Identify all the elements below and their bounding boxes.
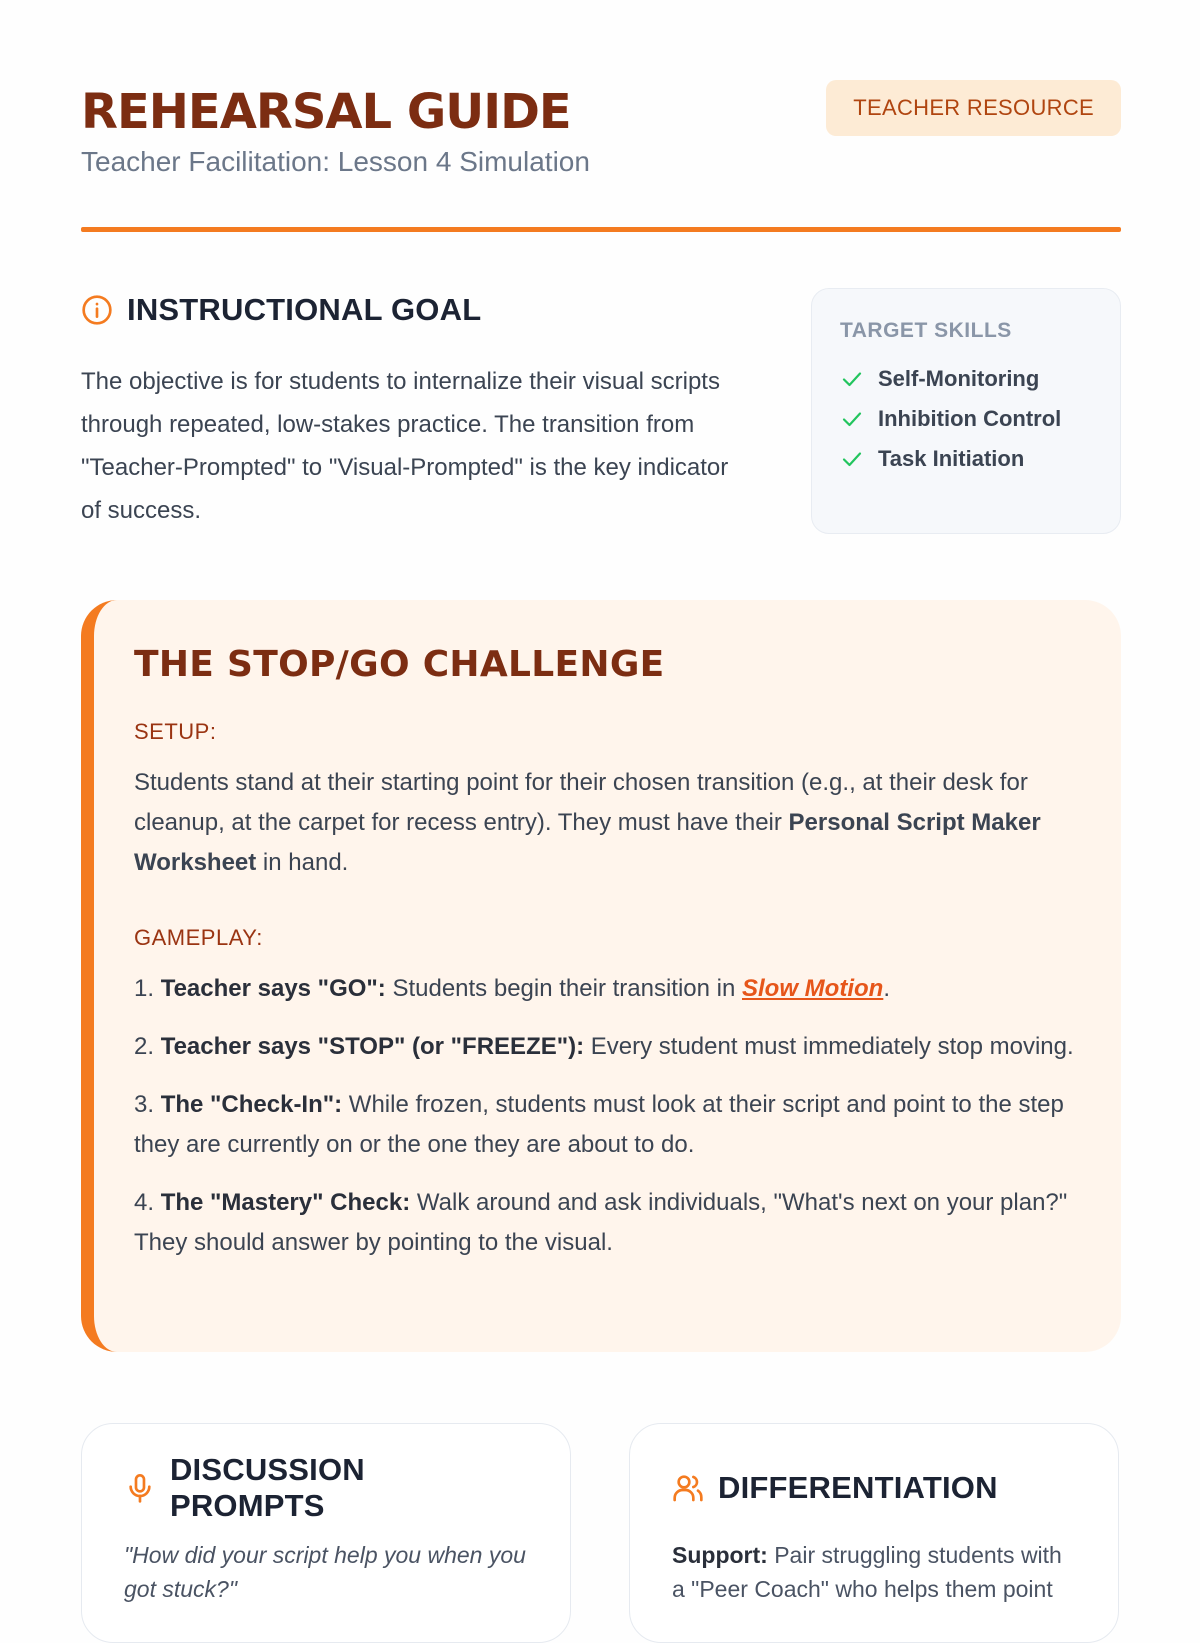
teacher-resource-badge: TEACHER RESOURCE bbox=[826, 80, 1121, 136]
step-heading: The "Check-In": bbox=[160, 1091, 343, 1118]
gameplay-step bbox=[134, 969, 1079, 1009]
step-text: Every student must immediately stop moving. bbox=[584, 1033, 1074, 1060]
skill-label: Self-Monitoring bbox=[878, 366, 1040, 391]
slow-motion-link[interactable]: Slow Motion bbox=[742, 975, 884, 1002]
gameplay-step bbox=[134, 1085, 1079, 1165]
discussion-prompt-text: "How did your script help you when you got stuck?" bbox=[124, 1542, 526, 1602]
worksheet-name: Personal Script Maker Worksheet bbox=[134, 809, 1041, 876]
skill-label: Inhibition Control bbox=[878, 406, 1062, 431]
step-text: . bbox=[883, 975, 890, 1002]
differentiation-card bbox=[629, 1423, 1119, 1643]
step-heading: The "Mastery" Check: bbox=[160, 1189, 411, 1216]
skill-label: Task Initiation bbox=[878, 446, 1025, 471]
skill-item bbox=[840, 399, 1092, 439]
stop-go-challenge-card bbox=[81, 600, 1121, 1352]
discussion-prompts-title: DISCUSSION PROMPTS bbox=[169, 1452, 365, 1523]
instructional-goal-title: INSTRUCTIONAL GOAL bbox=[127, 292, 482, 327]
skill-item bbox=[840, 359, 1092, 399]
discussion-prompts-card bbox=[81, 1423, 571, 1643]
target-skills-title: TARGET SKILLS bbox=[840, 319, 1012, 342]
differentiation-text bbox=[672, 1538, 1076, 1606]
instructional-goal-section bbox=[81, 290, 741, 532]
step-number: 1. bbox=[134, 975, 155, 1002]
check-icon bbox=[840, 367, 864, 391]
gameplay-step bbox=[134, 1027, 1079, 1067]
step-text: While frozen, students must look at their script and point to the step they are currently on or the one they are about to do. bbox=[134, 1091, 1064, 1158]
setup-label: SETUP: bbox=[134, 719, 217, 744]
check-icon bbox=[840, 447, 864, 471]
step-heading: Teacher says "STOP" (or "FREEZE"): bbox=[160, 1033, 585, 1060]
target-skills-panel bbox=[811, 288, 1121, 534]
gameplay-label: GAMEPLAY: bbox=[134, 925, 263, 950]
challenge-title: THE STOP/GO CHALLENGE bbox=[134, 644, 665, 685]
step-text: Walk around and ask individuals, "What's next on your plan?" They should answer by pointing to the visual. bbox=[134, 1189, 1068, 1256]
step-number: 3. bbox=[134, 1091, 155, 1118]
instructional-goal-text: The objective is for students to internalize their visual scripts through repeated, low-stakes practice. The transition from "Teacher-Prompted" to "Visual-Prompted" is the key indicator of success. bbox=[81, 368, 729, 524]
setup-text bbox=[134, 763, 1079, 883]
page-subtitle: Teacher Facilitation: Lesson 4 Simulation bbox=[81, 146, 590, 177]
skill-item bbox=[840, 439, 1092, 479]
page-title: REHEARSAL GUIDE bbox=[81, 84, 571, 140]
info-circle-icon bbox=[81, 294, 113, 326]
header-divider bbox=[81, 227, 1121, 232]
setup-text-part: Students stand at their starting point for their chosen transition (e.g., at their desk for cleanup, at the carpet for recess entry). They must have their bbox=[134, 769, 1028, 836]
step-text: Students begin their transition in bbox=[385, 975, 742, 1002]
step-heading: Teacher says "GO": bbox=[160, 975, 386, 1002]
users-icon bbox=[672, 1472, 704, 1504]
support-text: Pair struggling students with a "Peer Coach" who helps them point bbox=[672, 1542, 1062, 1602]
page-header bbox=[81, 80, 1121, 220]
differentiation-title: DIFFERENTIATION bbox=[718, 1470, 998, 1505]
check-icon bbox=[840, 407, 864, 431]
support-label: Support: bbox=[672, 1542, 768, 1568]
step-number: 2. bbox=[134, 1033, 155, 1060]
gameplay-step bbox=[134, 1183, 1079, 1263]
step-number: 4. bbox=[134, 1189, 155, 1216]
microphone-icon bbox=[124, 1472, 156, 1504]
setup-text-part: in hand. bbox=[256, 849, 349, 876]
